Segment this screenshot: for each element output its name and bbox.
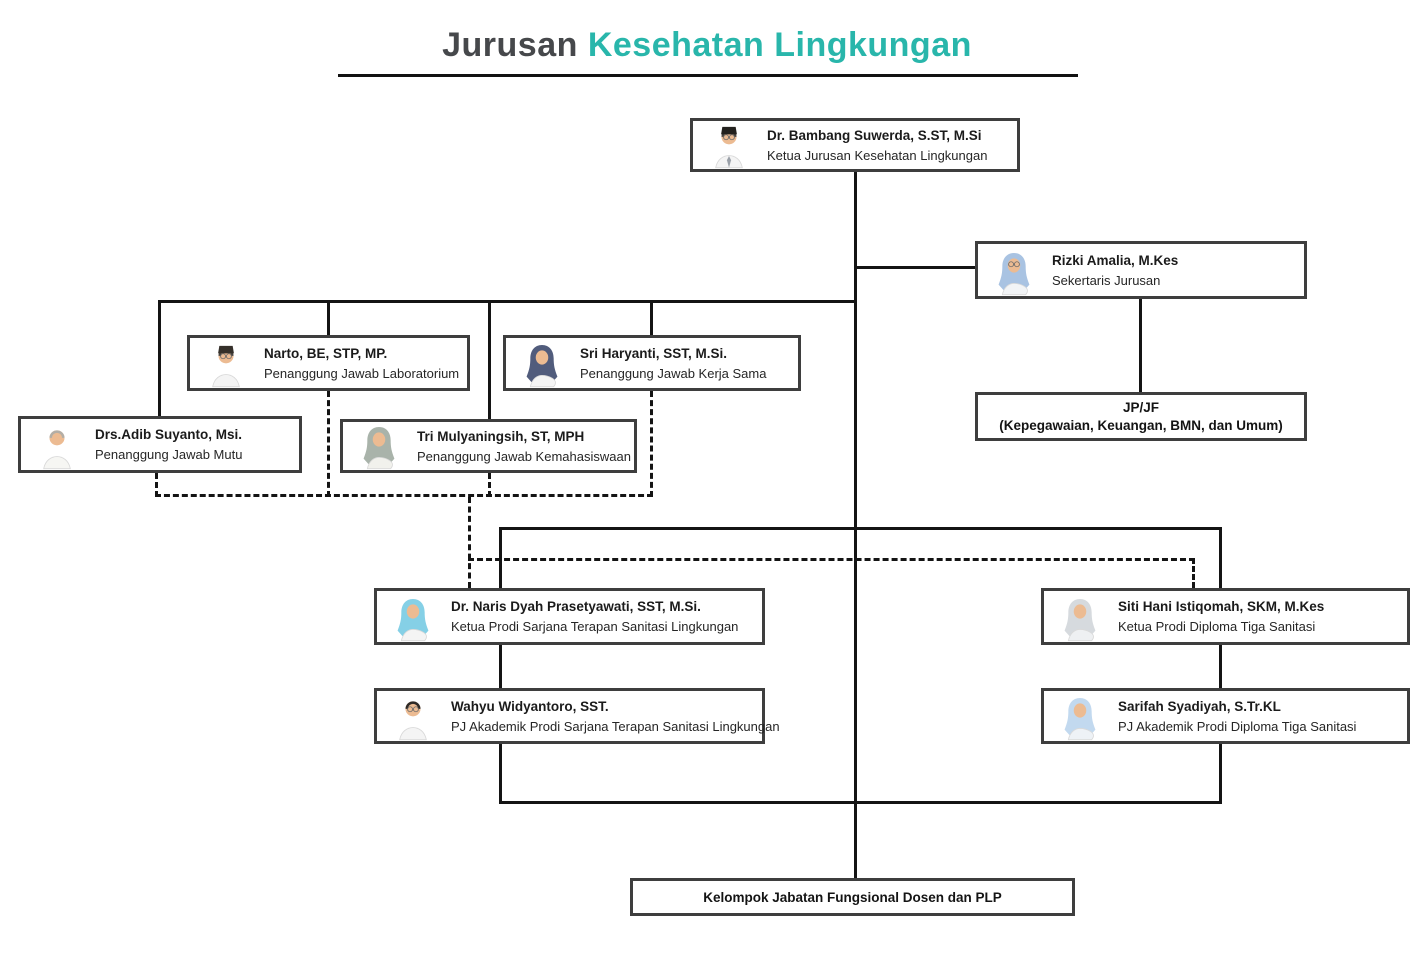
jpjf-title: JP/JF — [1122, 400, 1160, 415]
person-photo — [359, 422, 399, 470]
connector-drop-kerja-sama — [650, 300, 653, 335]
person-role: Ketua Jurusan Kesehatan Lingkungan — [767, 147, 988, 163]
person-photo — [709, 121, 749, 169]
org-node-pj-akademik-sarjana — [374, 688, 780, 744]
connector-drop-mutu — [158, 300, 161, 416]
org-node-pj-kerja-sama — [503, 335, 801, 391]
dashed-bus-pj — [155, 494, 653, 497]
connector-naris-wahyu — [499, 645, 502, 688]
connector-siti-sarifah — [1219, 645, 1222, 688]
person-photo — [1060, 691, 1100, 741]
page-title — [0, 26, 1414, 65]
person-role: Ketua Prodi Diploma Tiga Sanitasi — [1118, 619, 1316, 634]
org-node-sekertaris — [975, 241, 1307, 299]
org-node-ketua-jurusan — [690, 118, 1020, 172]
org-node-pj-laboratorium — [187, 335, 470, 391]
person-photo — [206, 338, 246, 388]
person-role: Penanggung Jawab Kemahasiswaan — [417, 448, 631, 464]
connector-sarifah-down — [1219, 744, 1222, 804]
person-name: Dr. Naris Dyah Prasetyawati, SST, M.Si. — [451, 599, 701, 614]
person-name: Sri Haryanti, SST, M.Si. — [580, 345, 728, 361]
person-photo — [994, 244, 1034, 296]
person-name: Tri Mulyaningsih, ST, MPH — [417, 428, 585, 444]
jpjf-subtitle: (Kepegawaian, Keuangan, BMN, dan Umum) — [999, 418, 1283, 433]
person-role: Penanggung Jawab Laboratorium — [264, 365, 460, 381]
person-name: Dr. Bambang Suwerda, S.ST, M.Si — [767, 127, 982, 143]
person-name: Wahyu Widyantoro, SST. — [451, 698, 609, 714]
dashed-drop-to-naris — [468, 497, 471, 588]
connector-bus-bottom — [499, 801, 1222, 804]
connector-to-sekertaris — [854, 266, 975, 269]
org-node-kelompok-fungsional — [630, 878, 1075, 916]
person-name: Siti Hani Istiqomah, SKM, M.Kes — [1118, 599, 1325, 614]
person-role: Penanggung Jawab Mutu — [95, 447, 243, 462]
connector-drop-kemahasiswaan — [488, 300, 491, 419]
dashed-bus-prodi — [468, 558, 1195, 561]
connector-wahyu-down — [499, 744, 502, 804]
person-role: Sekertaris Jurusan — [1052, 272, 1161, 288]
title-highlight: Kesehatan Lingkungan — [587, 26, 972, 64]
title-underline — [338, 74, 1078, 77]
person-photo — [522, 338, 562, 388]
person-photo — [393, 591, 433, 642]
org-node-jpjf — [975, 392, 1307, 441]
org-node-kaprodi-sarjana — [374, 588, 765, 645]
person-role: Ketua Prodi Sarjana Terapan Sanitasi Lingkungan — [451, 619, 739, 634]
person-role: PJ Akademik Prodi Sarjana Terapan Sanitasi Lingkungan — [451, 718, 780, 734]
person-role: PJ Akademik Prodi Diploma Tiga Sanitasi — [1118, 718, 1357, 734]
person-photo — [393, 691, 433, 741]
connector-bus-prodi — [499, 527, 1222, 530]
connector-drop-laboratorium — [327, 300, 330, 335]
person-name: Drs.Adib Suyanto, Msi. — [95, 427, 243, 442]
org-node-kaprodi-diploma — [1041, 588, 1410, 645]
org-node-pj-kemahasiswaan — [340, 419, 637, 473]
dashed-drop-laboratorium — [327, 391, 330, 497]
connector-main-vertical — [854, 172, 857, 880]
person-name: Narto, BE, STP, MP. — [264, 345, 388, 361]
person-photo — [37, 419, 77, 470]
title-prefix: Jurusan — [442, 26, 588, 64]
dashed-drop-kerja-sama — [650, 391, 653, 497]
kelompok-label: Kelompok Jabatan Fungsional Dosen dan PLP — [703, 889, 1002, 905]
person-name: Sarifah Syadiyah, S.Tr.KL — [1118, 698, 1281, 714]
person-name: Rizki Amalia, M.Kes — [1052, 252, 1179, 268]
person-photo — [1060, 591, 1100, 642]
org-node-pj-akademik-diploma — [1041, 688, 1410, 744]
connector-bus-pj — [158, 300, 857, 303]
connector-sekertaris-jpjf — [1139, 298, 1142, 393]
org-node-pj-mutu — [18, 416, 302, 473]
person-role: Penanggung Jawab Kerja Sama — [580, 365, 767, 381]
dashed-drop-to-siti — [1192, 558, 1195, 588]
connector-drop-kaprodi-diploma — [1219, 527, 1222, 588]
